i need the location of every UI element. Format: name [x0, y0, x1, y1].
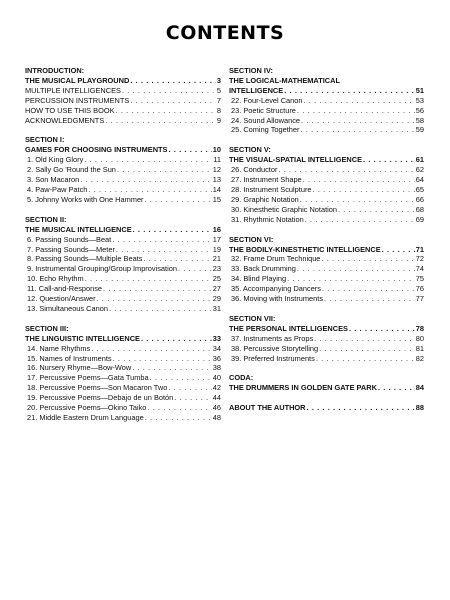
heading-page: 61	[415, 155, 424, 165]
entry-title: 17. Percussive Poems—Gata Tumba	[27, 373, 149, 383]
entry-page: 12	[212, 165, 221, 175]
section-heading[interactable]	[229, 155, 424, 165]
entry-title: 24. Sound Allowance	[231, 115, 301, 125]
entry-title: 15. Names of Instruments	[27, 353, 112, 363]
toc-entry[interactable]	[25, 116, 221, 126]
entry-page: 46	[212, 403, 221, 413]
leader-dots	[145, 195, 212, 205]
leader-dots	[338, 205, 415, 215]
toc-section-6	[229, 235, 424, 304]
toc-entry[interactable]	[25, 86, 221, 96]
leader-dots	[105, 116, 216, 126]
entry-page: 81	[415, 343, 424, 353]
toc-entry[interactable]	[25, 165, 221, 175]
heading-title: THE LINGUISTIC INTELLIGENCE	[25, 333, 140, 343]
toc-entry[interactable]	[25, 373, 221, 383]
entry-title: 29. Graphic Notation	[231, 194, 299, 204]
leader-dots	[168, 383, 211, 393]
toc-entry[interactable]	[229, 125, 424, 135]
toc-entry[interactable]	[229, 254, 424, 264]
entry-title: 14. Name Rhythms	[27, 343, 91, 353]
entry-page: 8	[216, 105, 221, 115]
toc-entry[interactable]	[25, 363, 221, 373]
entry-title: 10. Echo Rhythm	[27, 274, 84, 284]
toc-section-7	[229, 314, 424, 364]
section-heading[interactable]	[25, 334, 221, 344]
toc-entry[interactable]	[25, 96, 221, 106]
entry-page: 62	[415, 165, 424, 175]
leader-dots	[91, 344, 212, 354]
toc-entry[interactable]	[25, 245, 221, 255]
leader-dots	[314, 334, 415, 344]
entry-title: 8. Passing Sounds—Multiple Beats	[27, 254, 143, 264]
section-label: SECTION IV:	[229, 66, 273, 75]
leader-dots	[313, 185, 415, 195]
entry-title: 20. Percussive Poems—Okino Taiko	[27, 403, 147, 413]
toc-entry[interactable]	[25, 195, 221, 205]
entry-page: 19	[212, 244, 221, 254]
entry-title: 16. Nursery Rhyme—Bow-Wow	[27, 363, 132, 373]
leader-dots	[130, 76, 216, 86]
entry-page: 13	[212, 175, 221, 185]
entry-page: 65	[415, 184, 424, 194]
entry-page: 40	[212, 373, 221, 383]
entry-title: ACKNOWLEDGMENTS	[25, 115, 105, 125]
toc-entry[interactable]	[229, 284, 424, 294]
heading-page: 71	[415, 244, 424, 254]
toc-entry[interactable]	[25, 304, 221, 314]
entry-page: 69	[415, 214, 424, 224]
toc-entry[interactable]	[25, 344, 221, 354]
entry-title: 39. Preferred Instruments	[231, 353, 315, 363]
entry-title: 9. Instrumental Grouping/Group Improvisation	[27, 264, 177, 274]
entry-title: 38. Percussive Storytelling	[231, 343, 319, 353]
leader-dots	[150, 373, 212, 383]
entry-title: 31. Rhythmic Notation	[231, 214, 304, 224]
toc-entry[interactable]	[25, 393, 221, 403]
entry-page: 77	[415, 294, 424, 304]
toc-entry[interactable]	[25, 175, 221, 185]
heading-title: INTELLIGENCE	[229, 85, 284, 95]
toc-entry[interactable]	[25, 106, 221, 116]
entry-page: 82	[415, 353, 424, 363]
toc-section-introduction	[25, 66, 221, 125]
toc-section-coda	[229, 373, 424, 393]
entry-title: THE MUSICAL PLAYGROUND	[25, 75, 130, 85]
entry-title: 5. Johnny Works with One Hammer	[27, 194, 144, 204]
entry-page: 58	[415, 115, 424, 125]
toc-section-5	[229, 145, 424, 224]
section-label: SECTION I:	[25, 135, 65, 145]
entry-title: 1. Old King Glory	[27, 155, 84, 165]
section-heading[interactable]	[229, 86, 424, 96]
entry-page: 17	[212, 234, 221, 244]
leader-dots	[297, 106, 415, 116]
section-label: CODA:	[229, 373, 254, 383]
entry-title: 34. Blind Playing	[231, 274, 287, 284]
entry-title: PERCUSSION INSTRUMENTS	[25, 95, 130, 105]
entry-title: 22. Four-Level Canon	[231, 95, 303, 105]
entry-title: 18. Percussive Poems—Son Macaron Two	[27, 383, 168, 393]
section-label: SECTION VII:	[229, 313, 276, 323]
entry-page: 5	[216, 85, 221, 95]
entry-page: 3	[216, 75, 221, 85]
section-label: SECTION II:	[25, 214, 67, 224]
toc-section-1	[25, 135, 221, 204]
leader-dots	[304, 96, 415, 106]
section-label: SECTION V:	[229, 145, 271, 155]
toc-entry[interactable]	[25, 294, 221, 304]
entry-title: 25. Coming Together	[231, 125, 300, 135]
leader-dots	[284, 86, 415, 96]
heading-page: 16	[212, 224, 221, 234]
entry-page: 75	[415, 274, 424, 284]
leader-dots	[349, 324, 415, 334]
entry-page: 14	[212, 184, 221, 194]
toc-entry[interactable]	[229, 175, 424, 185]
heading-page: 84	[415, 383, 424, 393]
leader-dots	[287, 274, 415, 284]
entry-page: 42	[212, 383, 221, 393]
toc-entry[interactable]	[25, 155, 221, 165]
toc-entry[interactable]	[229, 354, 424, 364]
toc-section-4	[229, 66, 424, 135]
entry-page: 66	[415, 194, 424, 204]
entry-title: 11. Call-and-Response	[27, 284, 103, 294]
entry-title: 36. Moving with Instruments	[231, 294, 324, 304]
section-heading[interactable]	[229, 403, 424, 413]
toc-entry[interactable]	[25, 274, 221, 284]
entry-title: 21. Middle Eastern Drum Language	[27, 413, 144, 422]
leader-dots	[382, 245, 415, 255]
entry-page: 76	[415, 284, 424, 294]
entry-page: 21	[212, 254, 221, 264]
heading-page: 51	[415, 85, 424, 95]
heading-title: THE VISUAL-SPATIAL INTELLIGENCE	[229, 155, 363, 165]
entry-title: 4. Paw-Paw Patch	[27, 184, 88, 194]
leader-dots	[168, 145, 211, 155]
heading-title: GAMES FOR CHOOSING INSTRUMENTS	[25, 145, 168, 155]
heading-title: THE PERSONAL INTELLIGENCES	[229, 323, 348, 333]
toc-entry[interactable]	[229, 215, 424, 225]
toc-entry[interactable]	[25, 354, 221, 364]
entry-page: 11	[213, 155, 221, 165]
leader-dots	[116, 245, 212, 255]
leader-dots	[147, 403, 211, 413]
entry-page: 56	[415, 105, 424, 115]
entry-title: 23. Poetic Structure	[231, 105, 296, 115]
leader-dots	[303, 175, 415, 185]
leader-dots	[305, 215, 415, 225]
leader-dots	[300, 195, 415, 205]
toc-entry[interactable]	[229, 106, 424, 116]
toc-entry[interactable]	[25, 403, 221, 413]
entry-page: 74	[415, 264, 424, 274]
leader-dots	[88, 185, 211, 195]
leader-dots	[122, 86, 216, 96]
entry-title: 37. Instruments as Props	[231, 333, 314, 343]
toc-entry[interactable]	[25, 264, 221, 274]
leader-dots	[84, 155, 212, 165]
entry-title: 26. Conductor	[231, 165, 278, 175]
entry-page: 44	[212, 393, 221, 403]
leader-dots	[97, 294, 212, 304]
entry-title: 35. Accompanying Dancers	[231, 284, 321, 294]
leader-dots	[80, 175, 212, 185]
toc-entry[interactable]	[229, 274, 424, 284]
heading-title: THE DRUMMERS IN GOLDEN GATE PARK	[229, 383, 377, 393]
entry-page: 53	[415, 95, 424, 105]
section-heading[interactable]	[25, 225, 221, 235]
heading-title: ABOUT THE AUTHOR	[229, 403, 306, 413]
heading-title: THE BODILY-KINESTHETIC INTELLIGENCE	[229, 244, 381, 254]
leader-dots	[112, 235, 212, 245]
entry-title: MULTIPLE INTELLIGENCES	[25, 85, 121, 95]
toc-entry[interactable]	[229, 205, 424, 215]
toc-entry[interactable]	[229, 264, 424, 274]
toc-section-author	[229, 403, 424, 413]
toc-entry[interactable]	[229, 116, 424, 126]
entry-page: 7	[216, 95, 221, 105]
toc-entry[interactable]	[229, 195, 424, 205]
heading-page: 33	[212, 333, 221, 343]
toc-entry[interactable]	[229, 334, 424, 344]
leader-dots	[116, 106, 216, 116]
entry-title: HOW TO USE THIS BOOK	[25, 105, 115, 115]
toc-right-column	[229, 66, 424, 423]
toc-entry[interactable]	[25, 284, 221, 294]
leader-dots	[103, 284, 212, 294]
toc-entry[interactable]	[25, 413, 221, 423]
leader-dots	[130, 96, 216, 106]
leader-dots	[321, 254, 414, 264]
toc-entry[interactable]	[229, 185, 424, 195]
leader-dots	[378, 383, 415, 393]
toc-entry[interactable]	[229, 294, 424, 304]
entry-page: 68	[415, 204, 424, 214]
section-label: INTRODUCTION:	[25, 66, 85, 75]
leader-dots	[319, 344, 415, 354]
section-label: SECTION III:	[25, 323, 69, 333]
entry-title: 6. Passing Sounds—Beat	[27, 234, 112, 244]
entry-page: 64	[415, 175, 424, 185]
heading-page: 10	[212, 145, 221, 155]
heading-page: 78	[415, 323, 424, 333]
entry-title: 2. Sally Go 'Round the Sun	[27, 165, 116, 175]
entry-page: 25	[212, 274, 221, 284]
entry-title: 19. Percussive Poems—Debajo de un Botón	[27, 393, 174, 403]
heading-title: THE MUSICAL INTELLIGENCE	[25, 224, 132, 234]
section-heading[interactable]	[229, 324, 424, 334]
leader-dots	[278, 165, 414, 175]
leader-dots	[307, 403, 415, 413]
entry-page: 59	[415, 125, 424, 135]
entry-page: 80	[415, 333, 424, 343]
entry-page: 72	[415, 254, 424, 264]
leader-dots	[301, 116, 415, 126]
entry-title: 28. Instrument Sculpture	[231, 184, 312, 194]
toc-entry[interactable]	[229, 165, 424, 175]
leader-dots	[133, 225, 212, 235]
entry-page: 38	[212, 363, 221, 373]
leader-dots	[297, 264, 415, 274]
section-heading[interactable]	[25, 145, 221, 155]
leader-dots	[324, 294, 415, 304]
toc-left-column	[25, 66, 221, 433]
entry-title: 30. Kinesthetic Graphic Notation	[231, 204, 337, 214]
toc-section-2	[25, 215, 221, 314]
entry-page: 9	[216, 115, 221, 125]
entry-page: 15	[212, 194, 221, 204]
leader-dots	[316, 354, 415, 364]
entry-page: 48	[212, 413, 221, 422]
entry-page: 27	[212, 284, 221, 294]
leader-dots	[113, 354, 212, 364]
leader-dots	[145, 413, 212, 423]
toc-entry[interactable]	[25, 185, 221, 195]
leader-dots	[143, 254, 211, 264]
entry-title: 27. Instrument Shape	[231, 175, 302, 185]
leader-dots	[141, 334, 212, 344]
entry-page: 29	[212, 294, 221, 304]
heading-page: 88	[415, 403, 424, 413]
entry-title: 7. Passing Sounds—Meter	[27, 244, 115, 254]
page-title: CONTENTS	[165, 22, 285, 44]
leader-dots	[322, 284, 415, 294]
leader-dots	[178, 264, 212, 274]
section-heading[interactable]	[229, 383, 424, 393]
entry-page: 36	[212, 353, 221, 363]
leader-dots	[85, 274, 212, 284]
section-heading-line1: THE LOGICAL-MATHEMATICAL	[229, 75, 340, 85]
entry-page: 34	[212, 343, 221, 353]
toc-entry[interactable]	[25, 254, 221, 264]
leader-dots	[117, 165, 212, 175]
entry-title: 3. Son Macaron	[27, 175, 80, 185]
leader-dots	[132, 363, 212, 373]
entry-title: 32. Frame Drum Technique	[231, 254, 321, 264]
toc-entry[interactable]	[229, 96, 424, 106]
entry-title: 13. Simultaneous Canon	[27, 303, 108, 313]
entry-page: 31	[212, 303, 221, 313]
entry-title: 33. Back Drumming	[231, 264, 296, 274]
toc-section-3	[25, 324, 221, 423]
section-heading[interactable]	[229, 245, 424, 255]
section-label: SECTION VI:	[229, 234, 274, 244]
leader-dots	[174, 393, 212, 403]
leader-dots	[109, 304, 212, 314]
leader-dots	[300, 125, 414, 135]
entry-page: 23	[212, 264, 221, 274]
toc-entry[interactable]	[25, 383, 221, 393]
entry-title: 12. Question/Answer	[27, 294, 96, 304]
toc-entry[interactable]	[25, 235, 221, 245]
toc-entry[interactable]	[25, 76, 221, 86]
toc-entry[interactable]	[229, 344, 424, 354]
leader-dots	[363, 155, 415, 165]
